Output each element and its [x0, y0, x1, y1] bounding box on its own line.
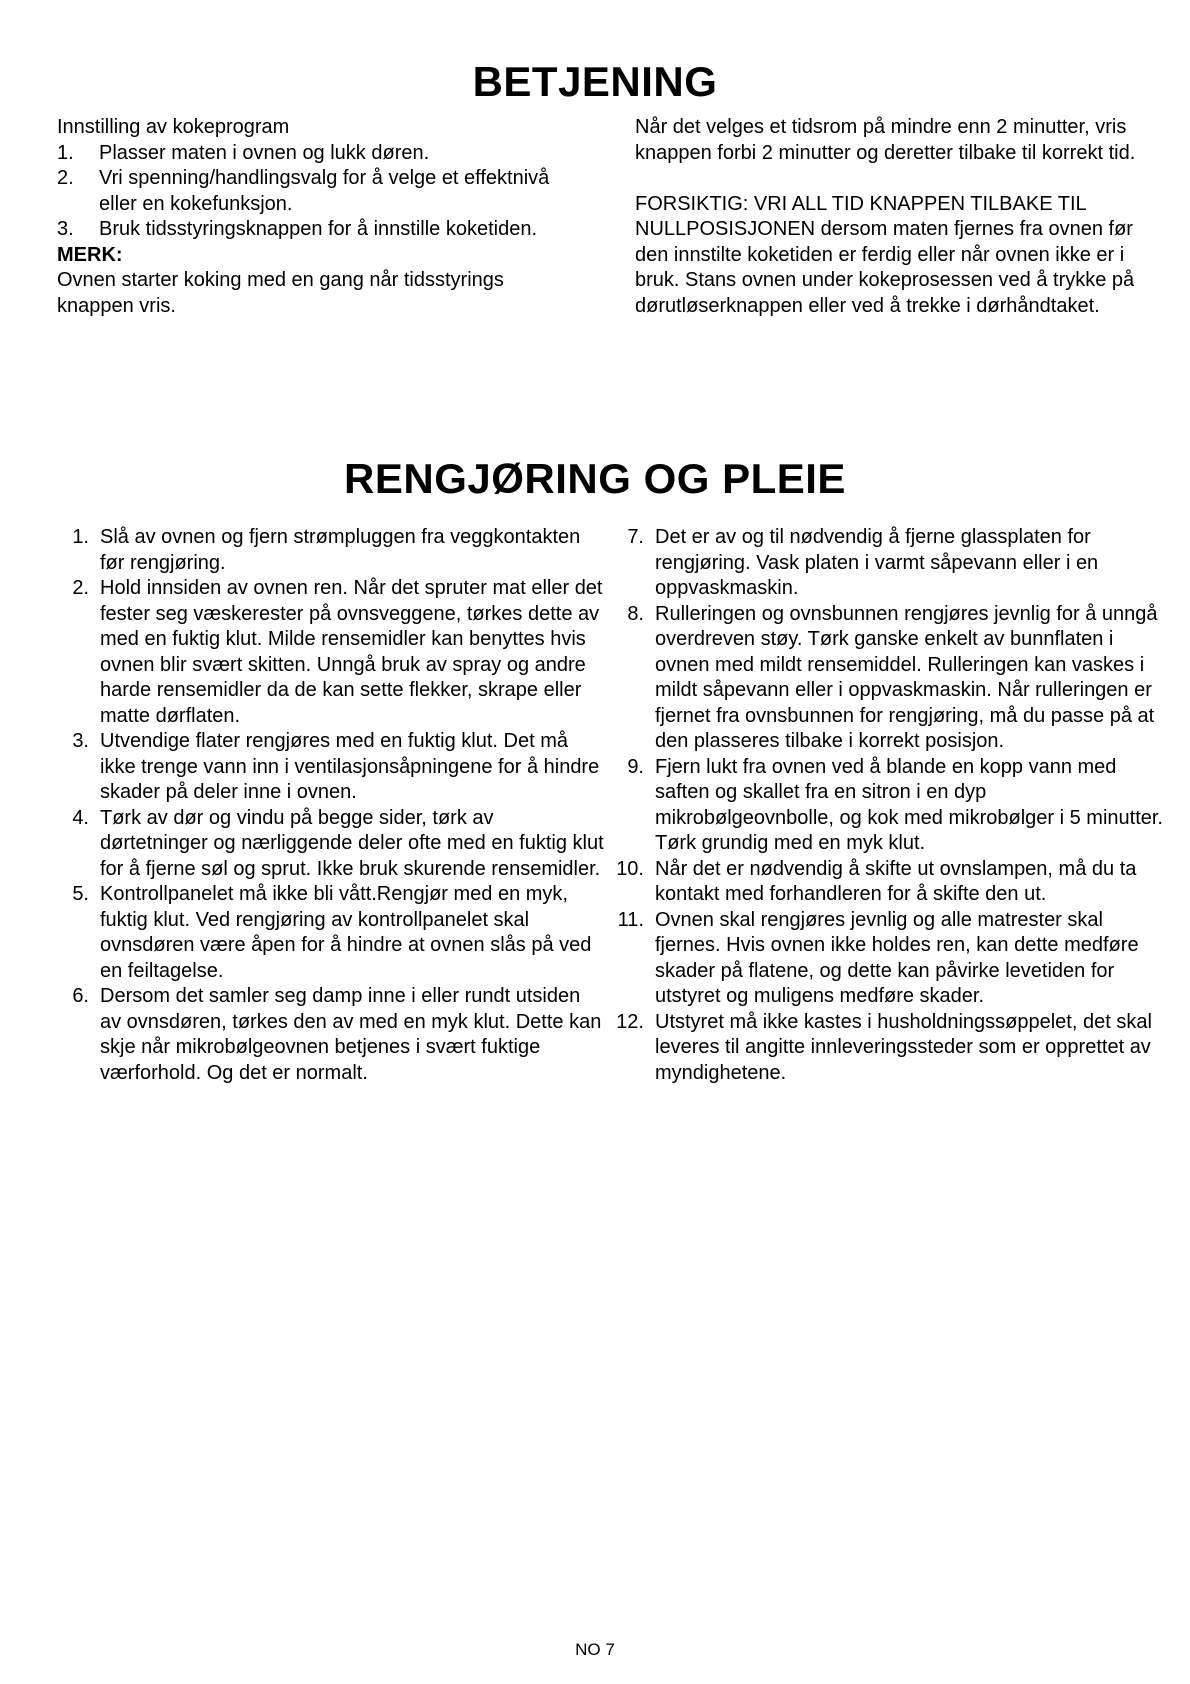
step-text: Vri spenning/handlingsvalg for å velge et effektnivå eller en kokefunksjon.: [99, 167, 550, 215]
list-item: [606, 602, 1166, 755]
list-item: [57, 984, 604, 1086]
list-item: [57, 882, 604, 984]
list-item: [57, 525, 604, 576]
item-number: 11.: [617, 908, 644, 931]
note-label: MERK:: [57, 243, 123, 266]
operation-step: [57, 217, 577, 243]
item-text: Utstyret må ikke kastes i husholdningssøppelet, det skal leveres til angitte innleveringssteder som er opprettet av myndighetene.: [655, 1010, 1152, 1084]
caution-paragraph: FORSIKTIG: VRI ALL TID KNAPPEN TILBAKE TIL NULLPOSISJONEN dersom maten fjernes fra ovnen før den innstilte koketiden er ferdig eller når ovnen ikke er i bruk. Stans ovnen under kokeprosessen ved å trykke på dørutløserknappen eller ved å trekke i dørhåndtaket.: [635, 192, 1135, 317]
item-number: 2.: [72, 577, 89, 599]
cleaning-left-column: [57, 525, 604, 1086]
list-item: [606, 755, 1166, 857]
item-number: 12.: [616, 1010, 644, 1033]
item-text: Det er av og til nødvendig å fjerne glassplaten for rengjøring. Vask platen i varmt såpevann eller i en oppvaskmaskin.: [655, 526, 1099, 599]
item-number: 5.: [72, 883, 89, 905]
list-item: [57, 729, 604, 806]
cleaning-list-right: [606, 525, 1166, 1086]
list-item: [606, 908, 1166, 1010]
section-title-rengjoring: RENGJØRING OG PLEIE: [344, 455, 846, 502]
cleaning-right-column: [606, 525, 1166, 1086]
operation-step: [57, 166, 577, 217]
item-number: 1.: [72, 526, 89, 548]
item-number: 4.: [72, 806, 89, 829]
list-item: [606, 857, 1166, 908]
operation-steps: [57, 141, 577, 243]
betjening-right-column: [635, 115, 1147, 319]
item-text: Tørk av dør og vindu på begge sider, tørk av dørtetninger og nærliggende deler ofte med en fuktig klut for å fjerne søl og sprut. Ikke bruk skurende rensemidler.: [100, 806, 604, 880]
item-number: 8.: [627, 602, 644, 625]
item-text: Fjern lukt fra ovnen ved å blande en kopp vann med saften og skallet fra en sitron i en dyp mikrobølgeovnbolle, og kok med mikrobølger i 5 minutter. Tørk grundig med en myk klut.: [655, 755, 1163, 854]
item-number: 7.: [627, 526, 644, 548]
item-number: 6.: [72, 985, 89, 1007]
step-text: Bruk tidsstyringsknappen for å innstille koketiden.: [99, 218, 538, 240]
item-text: Rulleringen og ovnsbunnen rengjøres jevnlig for å unngå overdreven støy. Tørk ganske enkelt av bunnflaten i ovnen med mildt rensemiddel. Rulleringen kan vaskes i mildt såpevann eller i oppvaskmaskin. Når rulleringen er fjernet fra ovnsbunnen for rengjøring, må du passe på at den plasseres tilbake i korrekt posisjon.: [655, 602, 1158, 752]
operation-step: [57, 141, 577, 167]
item-number: 3.: [72, 730, 89, 752]
item-text: Kontrollpanelet må ikke bli vått.Rengjør med en myk, fuktig klut. Ved rengjøring av kontrollpanelet skal ovnsdøren være åpen for å hindre at ovnen slås på ved en feiltagelse.: [100, 883, 592, 982]
step-number: 3.: [57, 218, 74, 240]
item-number: 9.: [627, 755, 644, 778]
step-number: 1.: [57, 141, 74, 164]
item-text: Slå av ovnen og fjern strømpluggen fra veggkontakten før rengjøring.: [100, 526, 581, 574]
list-item: [57, 806, 604, 883]
note-text: Ovnen starter koking med en gang når tidsstyrings knappen vris.: [57, 269, 504, 317]
item-text: Utvendige flater rengjøres med en fuktig klut. Det må ikke trenge vann inn i ventilasjonsåpningene for å hindre skader på deler inne i ovnen.: [100, 730, 600, 803]
section-title-betjening: BETJENING: [472, 58, 718, 105]
step-number: 2.: [57, 167, 74, 189]
item-text: Når det er nødvendig å skifte ut ovnslampen, må du ta kontakt med forhandleren for å skifte den ut.: [655, 857, 1137, 905]
betjening-left-column: [57, 115, 577, 319]
item-text: Ovnen skal rengjøres jevnlig og alle matrester skal fjernes. Hvis ovnen ikke holdes ren, kan dette medføre skader på flatene, og dette kan påvirke levetiden for utstyret og muligens medføre skader.: [655, 908, 1139, 1007]
list-item: [606, 1010, 1166, 1087]
item-number: 10.: [616, 857, 644, 880]
step-text: Plasser maten i ovnen og lukk døren.: [99, 141, 430, 164]
page-number: NO 7: [575, 1640, 615, 1659]
list-item: [606, 525, 1166, 602]
item-text: Dersom det samler seg damp inne i eller rundt utsiden av ovnsdøren, tørkes den av med en myk klut. Dette kan skje når mikrobølgeovnen betjenes i svært fuktige værforhold. Og det er normalt.: [100, 985, 602, 1084]
cleaning-list-left: [57, 525, 604, 1086]
item-text: Hold innsiden av ovnen ren. Når det spruter mat eller det fester seg væskerester på ovnsveggene, tørkes dette av med en fuktig klut. Milde rensemidler kan benyttes hvis ovnen blir svært skitten. Unngå bruk av spray og andre harde rensemidler da de kan sette flekker, skrape eller matte dørflaten.: [100, 577, 603, 727]
time-setting-paragraph: Når det velges et tidsrom på mindre enn 2 minutter, vris knappen forbi 2 minutter og deretter tilbake til korrekt tid.: [635, 116, 1136, 164]
cooking-program-intro: Innstilling av kokeprogram: [57, 116, 290, 138]
list-item: [57, 576, 604, 729]
